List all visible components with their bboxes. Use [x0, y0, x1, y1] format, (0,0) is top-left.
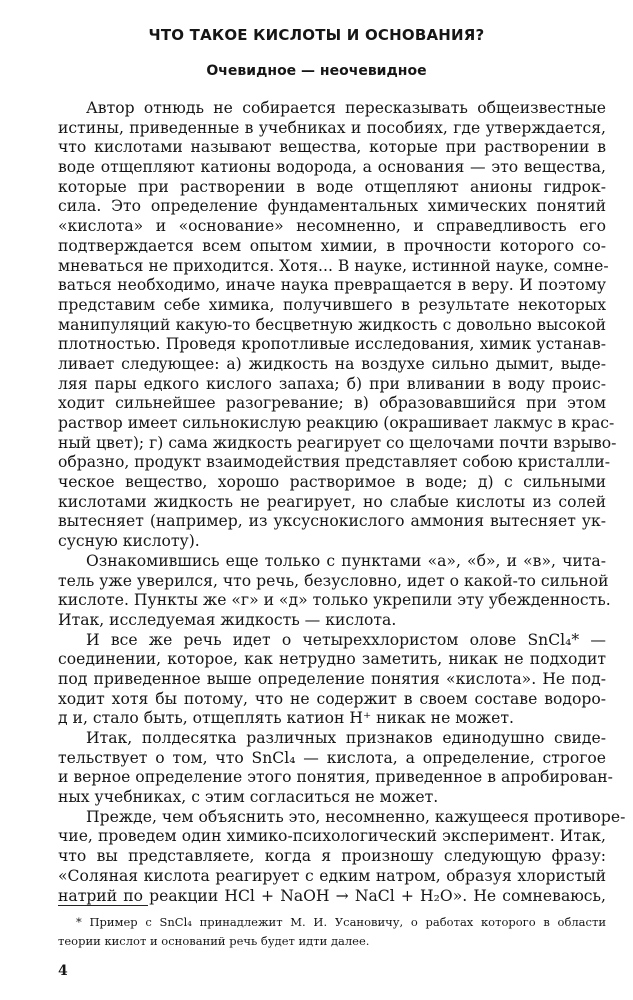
text-line: вытесняет (например, из уксуснокислого аммония вытесняет ук- [58, 512, 606, 531]
text-line: ных учебниках, с этим согласиться не может. [58, 788, 439, 807]
text-line: под приведенное выше определение понятия «кислота». Не под- [58, 669, 606, 688]
text-line: соединении, которое, как нетрудно заметить, никак не подходит [58, 650, 606, 669]
footnote-divider [58, 905, 148, 906]
text-line: ный цвет); г) сама жидкость реагирует со щелочами почти взрыво- [58, 433, 617, 452]
text-line: ливает следующее: а) жидкость на воздухе сильно дымит, выде- [58, 354, 606, 373]
text-line: плотностью. Проведя кропотливые исследования, химик устанав- [58, 335, 606, 354]
section-subtitle: Очевидное — неочевидное [206, 63, 427, 79]
text-line: которые при растворении в воде отщепляют анионы гидрок- [58, 177, 606, 196]
text-line: и верное определение этого понятия, приведенное в апробирован- [58, 768, 613, 787]
text-line: образно, продукт взаимодействия представляет собою кристалли- [58, 453, 611, 472]
page-number: 4 [58, 963, 68, 979]
text-line: натрий по реакции HCl + NaOH → NaCl + H₂O». Не сомневаюсь, [58, 886, 606, 905]
text-line: что вы представляете, когда я произношу следующую фразу: [58, 847, 606, 866]
text-line: Ознакомившись еще только с пунктами «а», «б», и «в», чита- [86, 551, 606, 570]
text-line: мневаться не приходится. Хотя... В науке, истинной науке, сомне- [58, 256, 609, 275]
footnote [58, 913, 606, 951]
text-line: ческое вещество, хорошо растворимое в воде; д) с сильными [58, 473, 606, 492]
text-line: ходит хотя бы потому, что не содержит в своем составе водоро- [58, 689, 606, 708]
body-text [58, 99, 626, 906]
text-line: представим себе химика, получившего в результате некоторых [58, 295, 606, 314]
text-line: манипуляций какую-то бесцветную жидкость с довольно высокой [58, 315, 606, 334]
text-line: Итак, исследуемая жидкость — кислота. [58, 610, 397, 629]
text-line: кислотами жидкость не реагирует, но слабые кислоты из солей [58, 492, 606, 511]
text-line: воде отщепляют катионы водорода, а основания — это вещества, [58, 158, 606, 177]
text-line: раствор имеет сильнокислую реакцию (окрашивает лакмус в крас- [58, 414, 615, 432]
text-line: что кислотами называют вещества, которые при растворении в [58, 138, 606, 157]
text-line: кислоте. Пункты же «г» и «д» только укрепили эту убежденность. [58, 591, 611, 610]
text-line: сусную кислоту). [58, 532, 200, 551]
text-line: «Соляная кислота реагирует с едким натром, образуя хлористый [58, 866, 606, 885]
text-line: чие, проведем один химико-психологический эксперимент. Итак, [58, 827, 606, 846]
text-line: подтверждается всем опытом химии, в прочности которого со- [58, 236, 606, 255]
text-line: «кислота» и «основание» несомненно, и справедливость его [58, 217, 606, 236]
text-line: И все же речь идет о четыреххлористом олове SnCl₄* — [86, 630, 606, 649]
text-line: Итак, полдесятка различных признаков единодушно свиде- [86, 729, 606, 747]
footnote-line: * Пример с SnCl₄ принадлежит М. И. Усановичу, о работах которого в области [76, 915, 606, 929]
text-line: ваться необходимо, иначе наука превращается в веру. И поэтому [58, 276, 606, 295]
footnote-line: теории кислот и оснований речь будет идти далее. [58, 934, 370, 948]
text-line: Прежде, чем объяснить это, несомненно, кажущееся противоре- [86, 807, 626, 826]
text-line: тель уже уверился, что речь, безусловно, идет о какой-то сильной [58, 571, 609, 590]
text-line: ляя пары едкого кислого запаха; б) при вливании в воду проис- [58, 374, 606, 393]
text-line: ходит сильнейшее разогревание; в) образовавшийся при этом [58, 394, 606, 413]
text-line: истины, приведенные в учебниках и пособиях, где утверждается, [58, 118, 606, 137]
text-line: тельствует о том, что SnCl₄ — кислота, а определение, строгое [58, 748, 606, 767]
chapter-title: ЧТО ТАКОЕ КИСЛОТЫ И ОСНОВАНИЯ? [148, 26, 485, 44]
text-line: д и, стало быть, отщеплять катион H⁺ никак не может. [58, 709, 514, 728]
text-line: сила. Это определение фундаментальных химических понятий [58, 197, 606, 216]
text-line: Автор отнюдь не собирается пересказывать общеизвестные [86, 99, 606, 117]
